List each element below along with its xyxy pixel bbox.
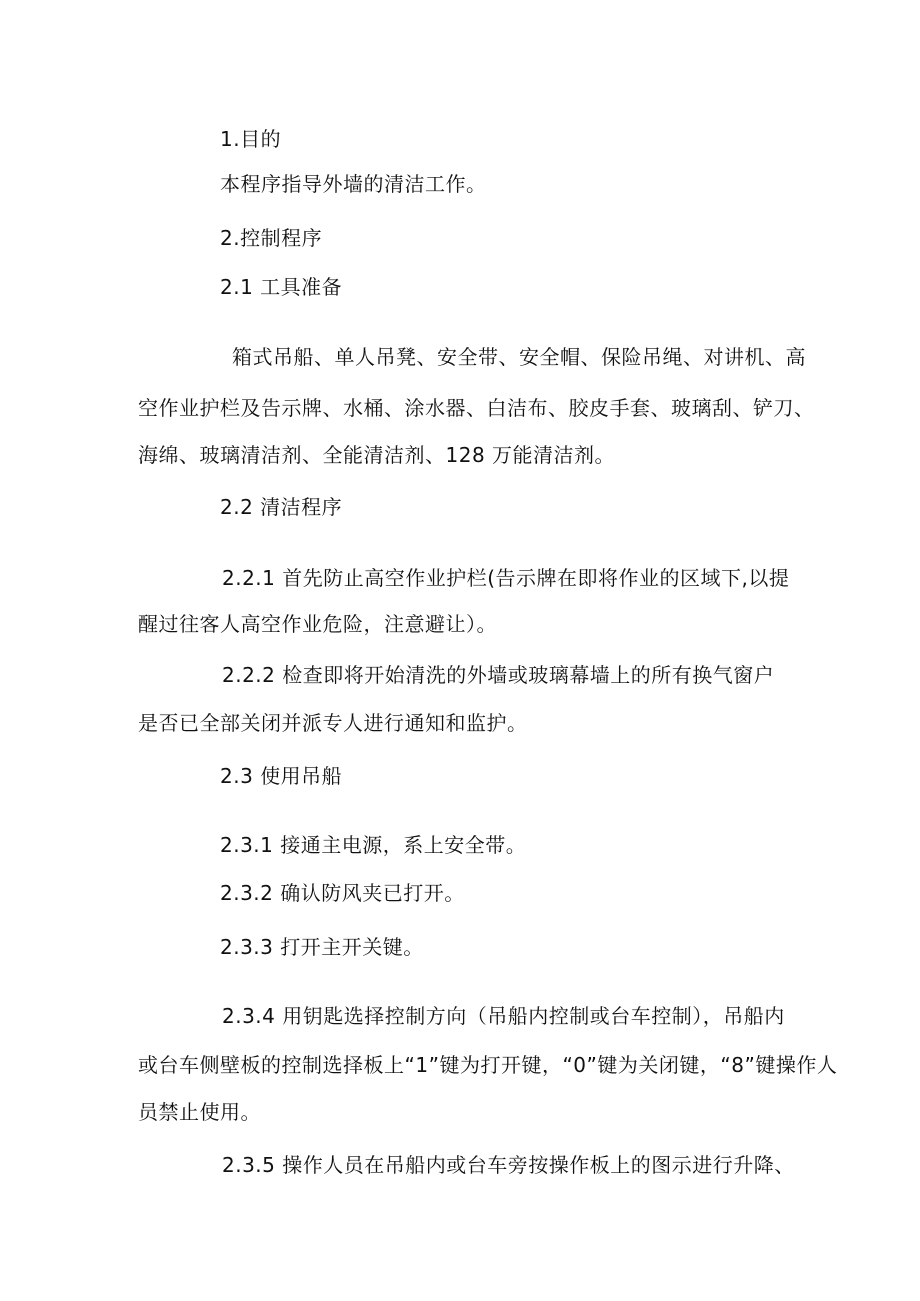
step-2-3-4-line-3: 员禁止使用。 <box>138 1100 261 1124</box>
step-2-3-1: 2.3.1 接通主电源，系上安全带。 <box>220 833 527 857</box>
step-2-3-2: 2.3.2 确认防风夹已打开。 <box>220 881 465 905</box>
heading-control-procedure: 2.控制程序 <box>220 226 323 250</box>
heading-tool-prep: 2.1 工具准备 <box>220 275 343 299</box>
heading-use-gondola: 2.3 使用吊船 <box>220 764 343 788</box>
heading-purpose: 1.目的 <box>220 127 282 151</box>
tool-list-line-1: 箱式吊船、单人吊凳、安全带、安全帽、保险吊绳、对讲机、高 <box>232 345 806 369</box>
heading-cleaning-procedure: 2.2 清洁程序 <box>220 495 343 519</box>
tool-list-line-2: 空作业护栏及告示牌、水桶、涂水器、白洁布、胶皮手套、玻璃刮、铲刀、 <box>138 396 815 420</box>
step-2-3-4-line-1: 2.3.4 用钥匙选择控制方向（吊船内控制或台车控制），吊船内 <box>222 1004 785 1028</box>
step-2-3-5-line-1: 2.3.5 操作人员在吊船内或台车旁按操作板上的图示进行升降、 <box>222 1153 795 1177</box>
step-2-3-3: 2.3.3 打开主开关键。 <box>220 935 424 959</box>
purpose-text: 本程序指导外墙的清洁工作。 <box>220 172 487 196</box>
step-2-2-1-line-2: 醒过往客人高空作业危险，注意避让）。 <box>138 612 497 636</box>
step-2-3-4-line-2: 或台车侧壁板的控制选择板上“1”键为打开键，“0”键为关闭键，“8”键操作人 <box>138 1053 838 1077</box>
step-2-2-1-line-1: 2.2.1 首先防止高空作业护栏(告示牌在即将作业的区域下,以提 <box>222 566 790 590</box>
tool-list-line-3: 海绵、玻璃清洁剂、全能清洁剂、128 万能清洁剂。 <box>138 443 616 467</box>
step-2-2-2-line-2: 是否已全部关闭并派专人进行通知和监护。 <box>138 711 528 735</box>
step-2-2-2-line-1: 2.2.2 检查即将开始清洗的外墙或玻璃幕墙上的所有换气窗户 <box>222 663 775 687</box>
